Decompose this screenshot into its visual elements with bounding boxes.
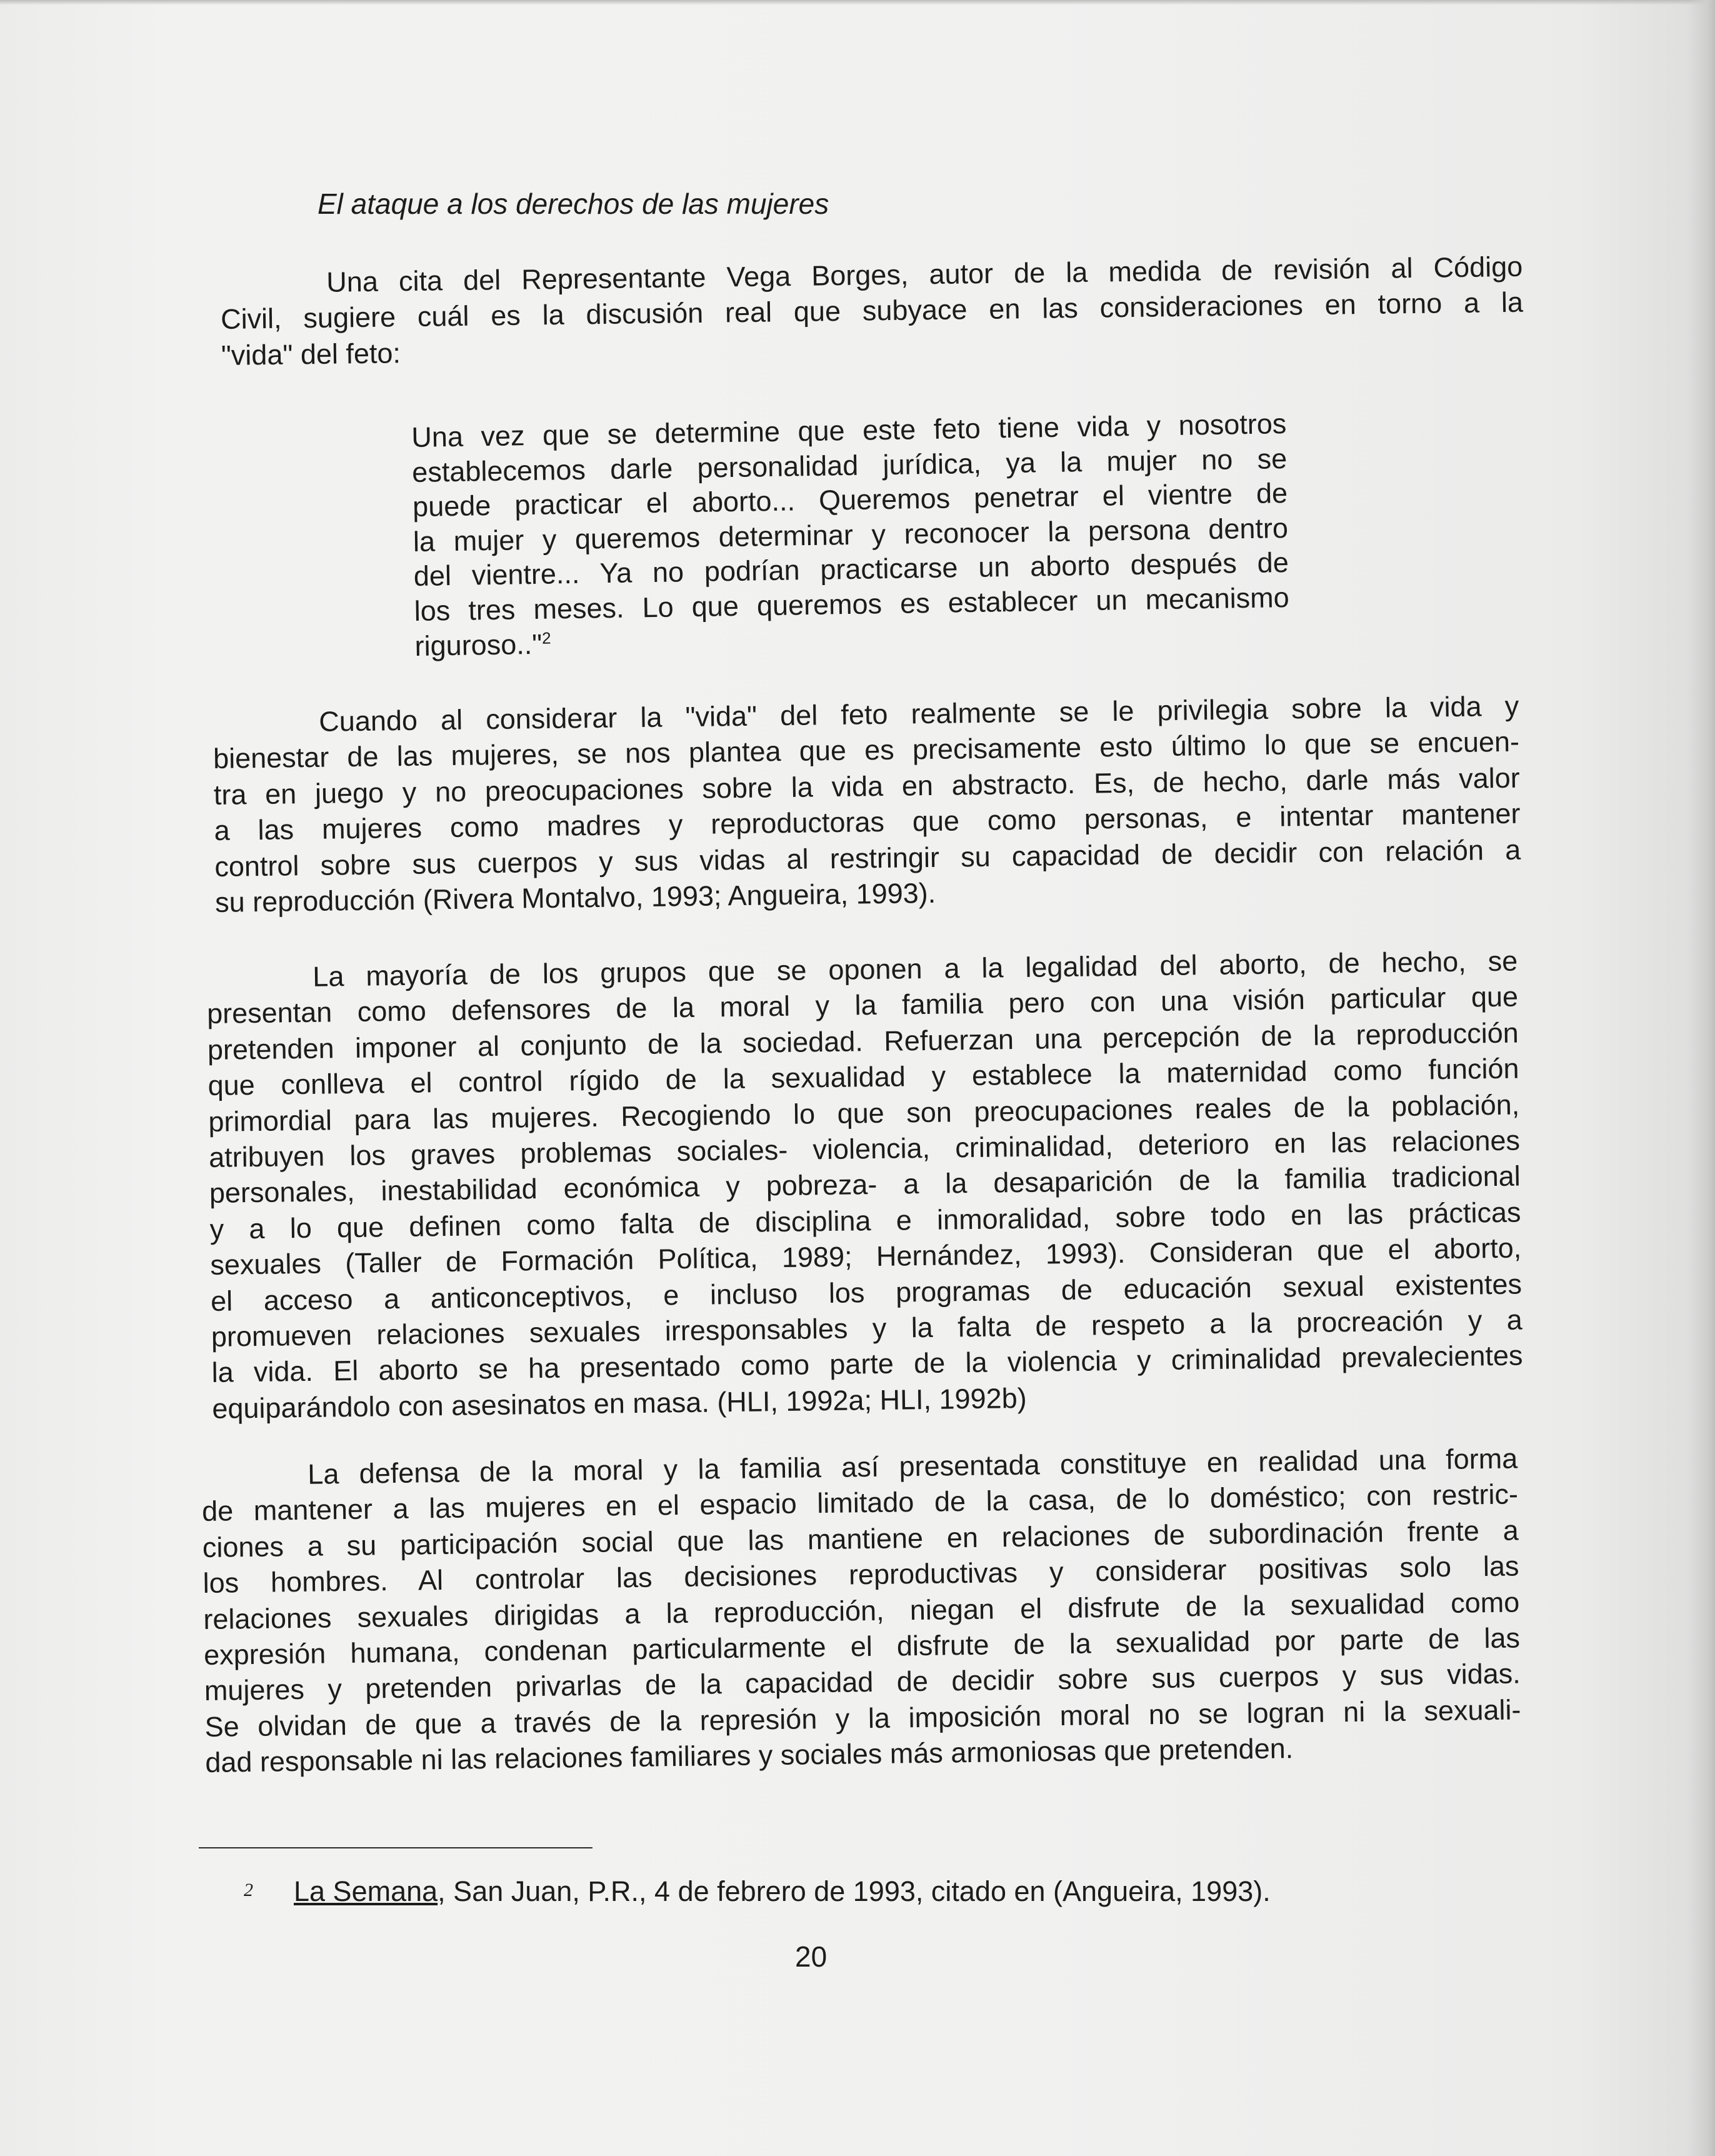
paragraph-line: Una cita del Representante Vega Borges, autor de la medida de revisión al Código: [326, 250, 1523, 298]
paragraph-line: sexuales (Taller de Formación Política, 1989; Hernández, 1993). Consideran que el aborto,: [210, 1231, 1522, 1281]
block-quote: [411, 406, 1290, 663]
paragraph-line: relaciones sexuales dirigidas a la reproducción, niegan el disfrute de la sexualidad como: [203, 1586, 1520, 1635]
quote-line: la mujer y queremos determinar y reconocer la persona dentro: [412, 511, 1289, 558]
paragraph-line: atribuyen los graves problemas sociales- violencia, criminalidad, deterioro en las relaciones: [208, 1124, 1521, 1174]
quote-text-end: riguroso..": [414, 628, 542, 662]
paragraph-line: bienestar de las mujeres, se nos plantea que es precisamente esto último lo que se encuen-: [212, 726, 1520, 775]
paragraph-line: La defensa de la moral y la familia así presentada constituye en realidad una forma: [308, 1442, 1518, 1490]
paragraph-line: tra en juego y no preocupaciones sobre la vida en abstracto. Es, de hecho, darle más valor: [213, 761, 1521, 811]
paragraph-intro: [220, 249, 1524, 373]
paragraph-line: que conlleva el control rígido de la sexualidad y establece la maternidad como función: [208, 1052, 1519, 1102]
quote-line: del vientre... Ya no podrían practicarse un aborto después de: [413, 546, 1289, 593]
page-right-shadow: [1688, 0, 1715, 2156]
paragraph-vida: [212, 688, 1521, 921]
paragraph-line: control sobre sus cuerpos y sus vidas al restringir su capacidad de decidir con relación a: [214, 833, 1521, 883]
paragraph-grupos: [206, 943, 1524, 1427]
section-title: El ataque a los derechos de las mujeres: [318, 188, 829, 220]
quote-line: puede practicar el aborto... Queremos penetrar el vientre de: [412, 477, 1288, 523]
footnote-divider: [199, 1847, 592, 1848]
paragraph-line: primordial para las mujeres. Recogiendo lo que son preocupaciones reales de la población,: [208, 1088, 1520, 1138]
paragraph-line: pretenden imponer al conjunto de la sociedad. Refuerzan una percepción de la reproducción: [207, 1016, 1519, 1066]
paragraph-line: Civil, sugiere cuál es la discusión real que subyace en las consideraciones en torno a la: [220, 286, 1524, 336]
paragraph-line: expresión humana, condenan particularmente el disfrute de la sexualidad por parte de las: [203, 1622, 1521, 1672]
paragraph-line: promueven relaciones sexuales irresponsables y la falta de respeto a la procreación y a: [211, 1303, 1523, 1353]
paragraph-line: ciones a su participación social que las mantiene en relaciones de subordinación frente a: [202, 1514, 1519, 1563]
paragraph-line: equiparándolo con asesinatos en masa. (HLI, 1992a; HLI, 1992b): [212, 1381, 1027, 1425]
footnote-mark: 2: [244, 1880, 253, 1900]
paragraph-line: los hombres. Al controlar las decisiones reproductivas y considerar positivas solo las: [202, 1550, 1519, 1600]
paragraph-line: La mayoría de los grupos que se oponen a la legalidad del aborto, de hecho, se: [312, 945, 1518, 993]
paragraph-line: de mantener a las mujeres en el espacio limitado de la casa, de lo doméstico; con restric-: [201, 1478, 1519, 1528]
footnote-text: , San Juan, P.R., 4 de febrero de 1993, citado en (Angueira, 1993).: [438, 1875, 1271, 1907]
quote-line: Una vez que se determine que este feto tiene vida y nosotros: [411, 408, 1287, 453]
paragraph-line: el acceso a anticonceptivos, e incluso los programas de educación sexual existentes: [210, 1268, 1522, 1317]
paragraph-line: Se olvidan de que a través de la represión y la imposición moral no se logran ni la sexuali-: [204, 1693, 1521, 1743]
paragraph-line: dad responsable ni las relaciones familiares y sociales más armoniosas que pretenden.: [205, 1732, 1294, 1779]
paragraph-line: Cuando al considerar la "vida" del feto realmente se le privilegia sobre la vida y: [319, 689, 1519, 738]
quote-line: establecemos darle personalidad jurídica, ya la mujer no se: [411, 442, 1288, 488]
paragraph-line: y a lo que definen como falta de disciplina e inmoralidad, sobre todo en las prácticas: [209, 1196, 1521, 1245]
paragraph-line: a las mujeres como madres y reproductoras que como personas, e intentar mantener: [214, 797, 1521, 847]
paragraph-line: "vida" del feto:: [221, 337, 401, 371]
footnote: [244, 1872, 1271, 1910]
page-number: 20: [795, 1940, 828, 1973]
footnote-reference: 2: [541, 628, 551, 648]
quote-line: los tres meses. Lo que queremos es establecer un mecanismo: [414, 581, 1290, 627]
paragraph-line: su reproducción (Rivera Montalvo, 1993; Angueira, 1993).: [214, 876, 936, 919]
paragraph-defensa: [201, 1440, 1522, 1780]
paragraph-line: la vida. El aborto se ha presentado como parte de la violencia y criminalidad prevalecientes: [211, 1339, 1523, 1389]
footnote-source: La Semana: [294, 1875, 438, 1907]
paragraph-line: personales, inestabilidad económica y pobreza- a la desaparición de la familia tradicional: [209, 1160, 1521, 1210]
page-top-shadow: [0, 0, 1715, 5]
paragraph-line: presentan como defensores de la moral y la familia pero con una visión particular que: [206, 980, 1519, 1030]
paragraph-line: mujeres y pretenden privarlas de la capacidad de decidir sobre sus cuerpos y sus vidas.: [204, 1657, 1521, 1707]
